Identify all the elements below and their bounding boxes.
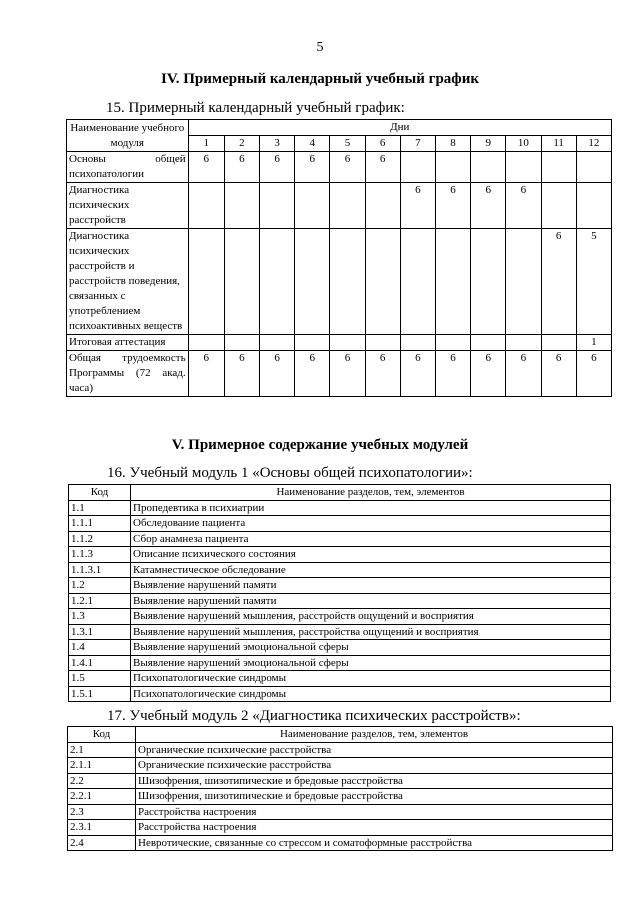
module-1-head-name: Наименование разделов, тем, элементов <box>131 485 611 501</box>
module-1-code: 1.1.2 <box>69 531 131 547</box>
schedule-hours-cell <box>365 335 400 351</box>
module-1-code: 1.4 <box>69 640 131 656</box>
module-2-row <box>68 804 613 820</box>
module-2-code: 2.2.1 <box>68 789 136 805</box>
schedule-hours-cell: 6 <box>506 351 541 397</box>
module-1-element-name: Выявление нарушений памяти <box>131 578 611 594</box>
schedule-hours-cell: 6 <box>224 152 259 183</box>
schedule-hours-cell <box>471 152 506 183</box>
schedule-hours-cell <box>295 183 330 229</box>
schedule-day-header: 9 <box>471 136 506 152</box>
schedule-header-row <box>67 120 612 136</box>
schedule-hours-cell <box>260 229 295 335</box>
module-1-element-name: Выявление нарушений мышления, расстройств ощущений и восприятия <box>131 609 611 625</box>
schedule-hours-cell <box>365 183 400 229</box>
schedule-module-name: Диагностика психических расстройств и расстройств поведения, связанных с употреблением психоактивных веществ <box>67 229 189 335</box>
schedule-hours-cell <box>400 229 435 335</box>
module-1-code: 1.1.1 <box>69 516 131 532</box>
schedule-hours-cell <box>330 183 365 229</box>
schedule-hours-cell: 6 <box>365 351 400 397</box>
module-2-code: 2.3.1 <box>68 820 136 836</box>
module-1-head-code: Код <box>69 485 131 501</box>
module-1-caption: 16. Учебный модуль 1 «Основы общей психопатологии»: <box>107 465 473 481</box>
module-2-row <box>68 773 613 789</box>
schedule-hours-cell: 6 <box>260 152 295 183</box>
page-number: 5 <box>316 40 324 55</box>
schedule-hours-cell <box>435 335 470 351</box>
module-1-row <box>69 593 611 609</box>
schedule-row <box>67 351 612 397</box>
schedule-hours-cell <box>541 183 576 229</box>
module-1-code: 1.4.1 <box>69 655 131 671</box>
schedule-hours-cell <box>541 335 576 351</box>
module-2-code: 2.2 <box>68 773 136 789</box>
schedule-hours-cell: 6 <box>471 183 506 229</box>
schedule-head-module-name: Наименование учебного модуля <box>67 120 189 152</box>
schedule-hours-cell: 6 <box>330 351 365 397</box>
module-2-element-name: Органические психические расстройства <box>136 742 613 758</box>
module-1-row <box>69 609 611 625</box>
schedule-hours-cell <box>400 152 435 183</box>
schedule-row <box>67 152 612 183</box>
module-1-element-name: Сбор анамнеза пациента <box>131 531 611 547</box>
schedule-hours-cell: 6 <box>435 351 470 397</box>
schedule-hours-cell <box>365 229 400 335</box>
schedule-hours-cell <box>400 335 435 351</box>
module-2-element-name: Шизофрения, шизотипические и бредовые расстройства <box>136 789 613 805</box>
schedule-hours-cell <box>295 335 330 351</box>
module-1-code: 1.2 <box>69 578 131 594</box>
schedule-day-header: 3 <box>260 136 295 152</box>
module-2-head-code: Код <box>68 727 136 743</box>
schedule-hours-cell: 6 <box>400 351 435 397</box>
module-2-code: 2.1.1 <box>68 758 136 774</box>
schedule-hours-cell: 6 <box>260 351 295 397</box>
module-1-header-row <box>69 485 611 501</box>
module-1-element-name: Выявление нарушений эмоциональной сферы <box>131 655 611 671</box>
module-1-code: 1.5.1 <box>69 686 131 702</box>
module-1-element-name: Катамнестическое обследование <box>131 562 611 578</box>
schedule-hours-cell: 6 <box>541 351 576 397</box>
module-1-code: 1.3.1 <box>69 624 131 640</box>
module-1-row <box>69 531 611 547</box>
schedule-day-header: 6 <box>365 136 400 152</box>
schedule-hours-cell <box>188 335 224 351</box>
module-1-code: 1.1.3 <box>69 547 131 563</box>
schedule-day-header: 10 <box>506 136 541 152</box>
schedule-hours-cell: 6 <box>435 183 470 229</box>
module-1-table <box>68 484 611 702</box>
module-1-element-name: Психопатологические синдромы <box>131 671 611 687</box>
schedule-hours-cell <box>224 335 259 351</box>
schedule-hours-cell <box>576 183 611 229</box>
module-2-head-name: Наименование разделов, тем, элементов <box>136 727 613 743</box>
schedule-day-header: 2 <box>224 136 259 152</box>
schedule-hours-cell: 6 <box>471 351 506 397</box>
schedule-hours-cell <box>188 183 224 229</box>
module-1-row <box>69 671 611 687</box>
schedule-day-header: 1 <box>188 136 224 152</box>
module-2-table <box>67 726 613 851</box>
schedule-hours-cell: 6 <box>224 351 259 397</box>
schedule-module-name: Итоговая аттестация <box>67 335 189 351</box>
schedule-day-header: 11 <box>541 136 576 152</box>
module-1-element-name: Психопатологические синдромы <box>131 686 611 702</box>
schedule-hours-cell <box>260 183 295 229</box>
module-1-element-name: Выявление нарушений памяти <box>131 593 611 609</box>
schedule-hours-cell <box>330 229 365 335</box>
module-2-caption: 17. Учебный модуль 2 «Диагностика психических расстройств»: <box>107 708 521 724</box>
module-1-element-name: Описание психического состояния <box>131 547 611 563</box>
schedule-hours-cell: 6 <box>295 152 330 183</box>
schedule-hours-cell: 6 <box>295 351 330 397</box>
schedule-hours-cell <box>506 229 541 335</box>
module-2-element-name: Органические психические расстройства <box>136 758 613 774</box>
section-4-title: IV. Примерный календарный учебный график <box>161 71 479 87</box>
module-1-code: 1.3 <box>69 609 131 625</box>
module-1-element-name: Обследование пациента <box>131 516 611 532</box>
module-1-code: 1.2.1 <box>69 593 131 609</box>
schedule-day-header: 12 <box>576 136 611 152</box>
module-1-element-name: Выявление нарушений эмоциональной сферы <box>131 640 611 656</box>
schedule-hours-cell <box>471 335 506 351</box>
schedule-hours-cell <box>224 229 259 335</box>
schedule-hours-cell <box>435 152 470 183</box>
module-1-row <box>69 578 611 594</box>
module-2-header-row <box>68 727 613 743</box>
schedule-hours-cell: 6 <box>365 152 400 183</box>
schedule-hours-cell: 6 <box>506 183 541 229</box>
schedule-hours-cell: 5 <box>576 229 611 335</box>
schedule-hours-cell <box>541 152 576 183</box>
schedule-hours-cell: 1 <box>576 335 611 351</box>
schedule-module-name: Диагностика психических расстройств <box>67 183 189 229</box>
module-1-element-name: Выявление нарушений мышления, расстройства ощущений и восприятия <box>131 624 611 640</box>
module-1-row <box>69 547 611 563</box>
schedule-hours-cell <box>330 335 365 351</box>
module-2-code: 2.1 <box>68 742 136 758</box>
module-1-row <box>69 686 611 702</box>
module-2-row <box>68 789 613 805</box>
module-2-element-name: Расстройства настроения <box>136 820 613 836</box>
schedule-row <box>67 335 612 351</box>
schedule-day-header: 5 <box>330 136 365 152</box>
module-2-element-name: Шизофрения, шизотипические и бредовые расстройства <box>136 773 613 789</box>
schedule-module-name: Общая трудоемкость Программы (72 акад. часа) <box>67 351 189 397</box>
module-2-element-name: Расстройства настроения <box>136 804 613 820</box>
schedule-day-header: 7 <box>400 136 435 152</box>
schedule-hours-cell <box>260 335 295 351</box>
module-2-row <box>68 820 613 836</box>
module-2-code: 2.4 <box>68 835 136 851</box>
schedule-hours-cell <box>471 229 506 335</box>
schedule-hours-cell <box>224 183 259 229</box>
module-1-row <box>69 655 611 671</box>
module-1-code: 1.1 <box>69 500 131 516</box>
schedule-hours-cell <box>576 152 611 183</box>
module-2-code: 2.3 <box>68 804 136 820</box>
module-1-row <box>69 640 611 656</box>
schedule-hours-cell: 6 <box>188 152 224 183</box>
module-1-row <box>69 562 611 578</box>
schedule-head-days: Дни <box>188 120 611 136</box>
schedule-table <box>66 119 612 397</box>
schedule-hours-cell: 6 <box>541 229 576 335</box>
schedule-row <box>67 183 612 229</box>
schedule-day-header: 8 <box>435 136 470 152</box>
module-2-row <box>68 835 613 851</box>
schedule-row <box>67 229 612 335</box>
schedule-hours-cell: 6 <box>576 351 611 397</box>
section-5-title: V. Примерное содержание учебных модулей <box>171 437 469 453</box>
module-1-row <box>69 516 611 532</box>
module-2-row <box>68 742 613 758</box>
schedule-hours-cell: 6 <box>400 183 435 229</box>
schedule-hours-cell <box>188 229 224 335</box>
module-1-row <box>69 500 611 516</box>
module-1-row <box>69 624 611 640</box>
schedule-module-name: Основы общей психопатологии <box>67 152 189 183</box>
module-2-element-name: Невротические, связанные со стрессом и соматоформные расстройства <box>136 835 613 851</box>
schedule-hours-cell: 6 <box>330 152 365 183</box>
module-1-code: 1.1.3.1 <box>69 562 131 578</box>
schedule-hours-cell: 6 <box>188 351 224 397</box>
schedule-day-header: 4 <box>295 136 330 152</box>
module-1-code: 1.5 <box>69 671 131 687</box>
module-1-element-name: Пропедевтика в психиатрии <box>131 500 611 516</box>
schedule-caption: 15. Примерный календарный учебный график: <box>106 100 405 116</box>
schedule-hours-cell <box>435 229 470 335</box>
module-2-row <box>68 758 613 774</box>
schedule-hours-cell <box>506 335 541 351</box>
schedule-hours-cell <box>506 152 541 183</box>
schedule-hours-cell <box>295 229 330 335</box>
